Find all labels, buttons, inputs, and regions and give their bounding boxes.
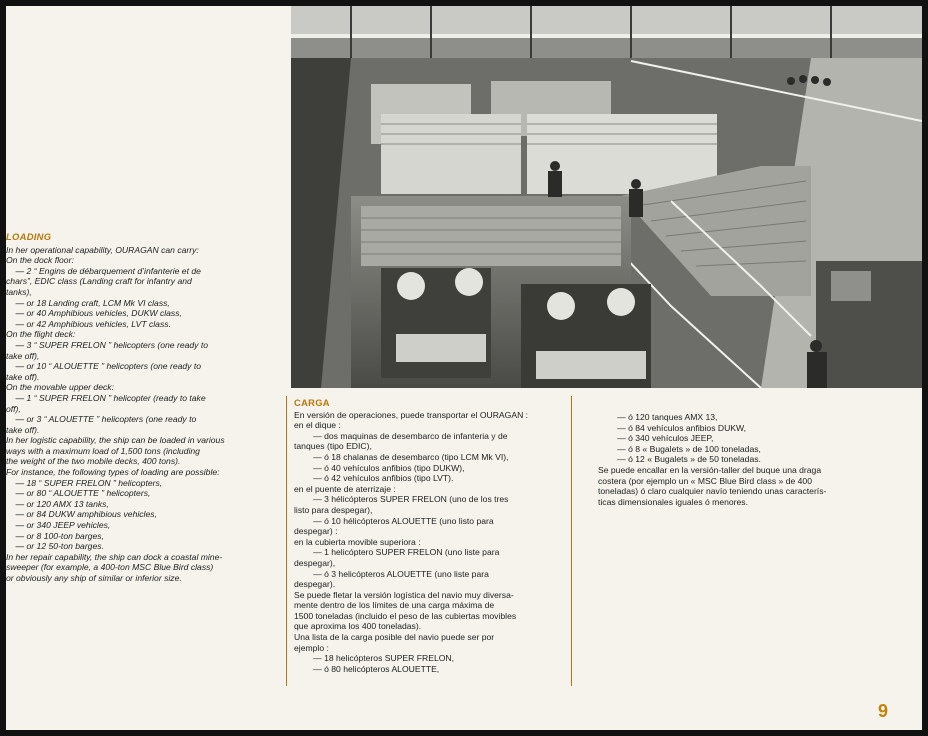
english-lines bbox=[6, 245, 280, 584]
spanish-line: — ó 10 hélicópteros ALOUETTE (uno listo para bbox=[294, 515, 494, 526]
spanish-line: ticas dimensionales iguales ó menores. bbox=[598, 496, 748, 507]
spanish-line: que aproxima los 400 toneladas). bbox=[294, 621, 422, 632]
english-line: — or 120 AMX 13 tanks, bbox=[6, 498, 109, 509]
spanish-line: despegar), bbox=[294, 557, 336, 568]
spanish-line: tanques (tipo EDIC), bbox=[294, 441, 372, 452]
english-column bbox=[6, 232, 280, 584]
english-line: — or 8 100-ton barges, bbox=[6, 530, 104, 541]
spanish-line: En versión de operaciones, puede transportar el OURAGAN : bbox=[294, 409, 529, 420]
english-line: — 18 “ SUPER FRELON ” helicopters, bbox=[6, 477, 163, 488]
english-line: — 1 “ SUPER FRELON ” helicopter (ready to take bbox=[6, 392, 206, 403]
spanish-line: en el puente de aterrizaje : bbox=[294, 483, 396, 494]
spanish-line: — ó 12 « Bugalets » de 50 toneladas. bbox=[598, 454, 761, 465]
column-divider-right bbox=[571, 396, 572, 686]
english-line: On the movable upper deck: bbox=[6, 382, 114, 393]
spanish-line: despegar). bbox=[294, 579, 336, 590]
english-heading: LOADING bbox=[6, 231, 52, 242]
spanish-line: — 18 helicópteros SUPER FRELON, bbox=[294, 653, 454, 664]
english-line: or obviously any ship of similar or inferior size. bbox=[6, 573, 182, 583]
spanish-line: listo para despegar), bbox=[294, 504, 373, 515]
spanish-line: toneladas) ó claro cualquier navío teniendo unas caracterís- bbox=[598, 486, 827, 497]
english-line: — or 10 “ ALOUETTE ” helicopters (one ready to bbox=[6, 361, 202, 372]
column-divider-left bbox=[286, 396, 287, 686]
english-line: off), bbox=[6, 403, 21, 414]
english-line: On the dock floor: bbox=[6, 255, 74, 266]
english-line: take off). bbox=[6, 371, 40, 382]
spanish-line: — ó 120 tanques AMX 13, bbox=[598, 412, 718, 422]
english-line: In her repair capability, the ship can dock a coastal mine- bbox=[6, 551, 223, 562]
ship-well-deck-photo bbox=[291, 6, 922, 388]
english-line: take off), bbox=[6, 350, 40, 361]
english-line: For instance, the following types of loading are possible: bbox=[6, 467, 220, 478]
english-line: chars”, EDIC class (Landing craft for infantry and bbox=[6, 276, 192, 287]
spanish-line: — ó 3 helicópteros ALOUETTE (uno liste para bbox=[294, 568, 489, 579]
spanish-line: — ó 340 vehículos JEEP, bbox=[598, 433, 714, 444]
spanish-line: en la cubierta movible superiora : bbox=[294, 536, 421, 547]
english-line: the weight of the two mobile decks, 400 tons). bbox=[6, 456, 181, 467]
english-line: — or 80 “ ALOUETTE ” helicopters, bbox=[6, 488, 151, 499]
english-line: — or 12 50-ton barges. bbox=[6, 541, 104, 552]
spanish-line: Se puede fletar la versión logística del navio muy diversa- bbox=[294, 589, 514, 600]
spanish-column bbox=[294, 398, 566, 674]
spanish-line: ejemplo : bbox=[294, 642, 329, 653]
spanish-line: en el dique : bbox=[294, 420, 341, 431]
spanish-line: — dos maquinas de desembarco de infanteria y de bbox=[294, 430, 508, 441]
english-line: In her logistic capability, the ship can be loaded in various bbox=[6, 435, 225, 446]
english-line: tanks), bbox=[6, 286, 32, 297]
spanish-line: — ó 18 chalanas de desembarco (tipo LCM Mk VI), bbox=[294, 451, 509, 462]
english-line: sweeper (for example, a 400-ton MSC Blue Bird class) bbox=[6, 562, 214, 573]
english-line: — or 18 Landing craft, LCM Mk VI class, bbox=[6, 297, 170, 308]
spanish-line: 1500 toneladas (incluido el peso de las cubiertas movibles bbox=[294, 610, 517, 621]
spanish-column-continued bbox=[598, 412, 878, 507]
english-line: On the flight deck: bbox=[6, 329, 76, 340]
spanish-line: — 3 hélicópteros SUPER FRELON (uno de los tres bbox=[294, 494, 509, 505]
page-number: 9 bbox=[877, 701, 888, 721]
spanish-line: — ó 40 vehículos anfibios (tipo DUKW), bbox=[294, 462, 465, 473]
spanish-line: costera (por ejemplo un « MSC Blue Bird class » de 400 bbox=[598, 475, 812, 486]
spanish-line: Se puede encallar en la versión-taller del buque una draga bbox=[598, 464, 822, 475]
english-line: — or 340 JEEP vehicles, bbox=[6, 520, 111, 531]
spanish-line: — ó 8 « Bugalets » de 100 toneladas, bbox=[598, 443, 761, 454]
spanish-line: Una lista de la carga posible del navio puede ser por bbox=[294, 632, 495, 643]
english-line: — 2 “ Engins de débarquement d’infanterie et de bbox=[6, 265, 201, 276]
english-line: — or 42 Amphibious vehicles, LVT class. bbox=[6, 318, 171, 329]
spanish-line: — ó 84 vehículos anfibios DUKW, bbox=[598, 422, 747, 433]
english-line: — or 40 Amphibious vehicles, DUKW class, bbox=[6, 308, 182, 319]
english-line: In her operational capability, OURAGAN can carry: bbox=[6, 244, 199, 255]
spanish-heading: CARGA bbox=[294, 397, 330, 408]
english-line: ways with a maximum load of 1,500 tons (including bbox=[6, 445, 200, 456]
spanish-line: — 1 helicóptero SUPER FRELON (uno liste para bbox=[294, 547, 500, 558]
spanish-line: — ó 42 vehículos anfibios (tipo LVT). bbox=[294, 473, 454, 484]
spanish-line: — ó 80 helicópteros ALOUETTE, bbox=[294, 663, 440, 674]
spanish-line: despegar) : bbox=[294, 526, 338, 537]
english-line: — or 3 “ ALOUETTE ” helicopters (one ready to bbox=[6, 414, 197, 425]
english-line: — 3 “ SUPER FRELON ” helicopters (one ready to bbox=[6, 339, 209, 350]
photo-illustration bbox=[291, 6, 922, 388]
spanish-line: mente dentro de los límites de una carga máxima de bbox=[294, 600, 495, 611]
english-line: — or 84 DUKW amphibious vehicles, bbox=[6, 509, 157, 520]
magazine-page bbox=[6, 6, 922, 730]
english-line: take off). bbox=[6, 424, 40, 435]
